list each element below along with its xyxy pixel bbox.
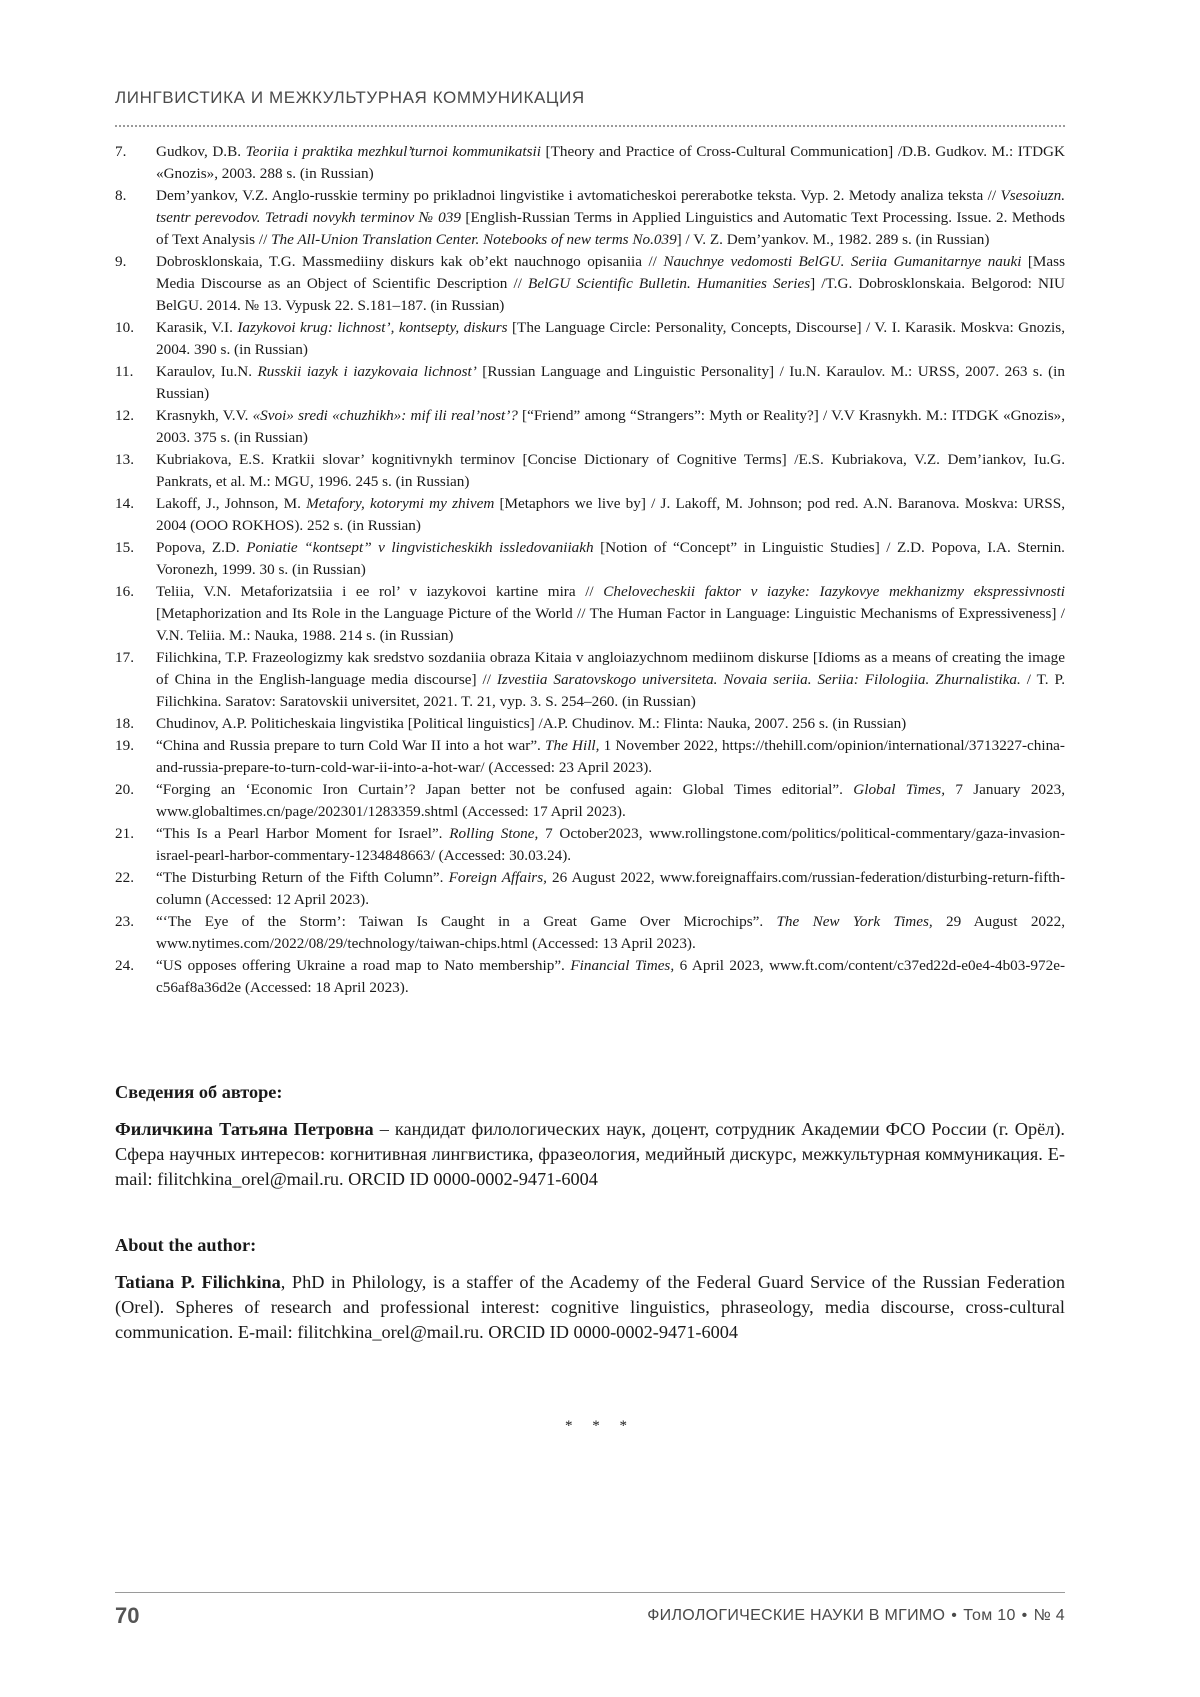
reference-item — [115, 867, 1065, 911]
reference-number: 21. — [115, 825, 134, 842]
reference-text: Karasik, V.I. — [156, 319, 238, 336]
reference-item — [115, 361, 1065, 405]
reference-text: “China and Russia prepare to turn Cold War II into a hot war”. — [156, 737, 546, 754]
reference-title: Izvestiia Saratovskogo universiteta. Novaia seriia. Seriia: Filologiia. Zhurnalistika. — [496, 671, 1021, 688]
journal-info — [647, 1607, 1065, 1625]
reference-number: 10. — [115, 319, 134, 336]
reference-number: 7. — [115, 143, 127, 160]
reference-item — [115, 955, 1065, 999]
reference-title: Russkii iazyk i iazykovaia lichnost’ — [257, 363, 477, 380]
reference-text: ] / V. Z. Dem’yankov. M., 1982. 289 s. (in Russian) — [676, 231, 990, 248]
reference-item — [115, 449, 1065, 493]
reference-text: 1 November 2022, https://thehill.com/opinion/international/3713227-china-and-russia-prepare-to-turn-cold-war-ii-into-a-hot-war/ (Accessed: 23 April 2023). — [156, 737, 1065, 776]
reference-item — [115, 647, 1065, 713]
reference-text: “Forging an ‘Economic Iron Curtain’? Japan better not be confused again: Global Times editorial”. — [156, 781, 854, 798]
reference-text: [The Language Circle: Personality, Concepts, Discourse] / V. I. Karasik. Moskva: Gnozis, 2004. 390 s. (in Russian) — [156, 319, 1065, 358]
reference-number: 17. — [115, 649, 134, 666]
author-bio-en — [115, 1270, 1065, 1345]
reference-item — [115, 141, 1065, 185]
footer-divider — [115, 1592, 1065, 1593]
author-bio-ru — [115, 1117, 1065, 1192]
reference-number: 22. — [115, 869, 134, 886]
reference-text: ] /T.G. Dobrosklonskaia. Belgorod: NIU BelGU. 2014. № 13. Vypusk 22. S.181–187. (in Russian) — [156, 275, 1065, 314]
reference-title: «Svoi» sredi «chuzhikh»: mif ili real’nost’? — [252, 407, 518, 424]
reference-text: 6 April 2023, www.ft.com/content/c37ed22d-e0e4-4b03-972e-c56af8a36d2e (Accessed: 18 April 2023). — [156, 957, 1066, 996]
reference-text: Filichkina, T.P. Frazeologizmy kak sredstvo sozdaniia obraza Kitaia v angloiazychnom mediinom diskurse [Idioms as a means of creating the image of China in the English-language media discourse] // — [156, 649, 1065, 688]
reference-title: Metafory, kotorymi my zhivem — [306, 495, 495, 512]
header-divider — [115, 125, 1065, 127]
separator-dot: • — [1021, 1607, 1028, 1624]
reference-number: 8. — [115, 187, 127, 204]
reference-item — [115, 911, 1065, 955]
reference-text: [Theory and Practice of Cross-Cultural Communication] /D.B. Gudkov. M.: ITDGK «Gnozis», 2003. 288 s. (in Russian) — [156, 143, 1065, 182]
reference-title: Teoriia i praktika mezhkul’turnoi kommunikatsii — [245, 143, 541, 160]
reference-text: Karaulov, Iu.N. — [156, 363, 258, 380]
reference-title: Rolling Stone, — [449, 825, 539, 842]
reference-number: 20. — [115, 781, 134, 798]
reference-text: [Metaphors we live by] / J. Lakoff, M. Johnson; pod red. A.N. Baranova. Moskva: URSS, 2004 (OOO ROKHOS). 252 s. (in Russian) — [156, 495, 1065, 534]
running-header: ЛИНГВИСТИКА И МЕЖКУЛЬТУРНАЯ КОММУНИКАЦИЯ — [115, 88, 585, 107]
reference-title: Chelovecheskii faktor v iazyke: Iazykovye mekhanizmy ekspressivnosti — [603, 583, 1065, 600]
reference-item — [115, 493, 1065, 537]
reference-item — [115, 405, 1065, 449]
reference-title: Nauchnye vedomosti BelGU. Seriia Gumanitarnye nauki — [663, 253, 1022, 270]
reference-text: [“Friend” among “Strangers”: Myth or Reality?] / V.V Krasnykh. M.: ITDGK «Gnozis», 2003. 375 s. (in Russian) — [156, 407, 1065, 446]
page-number: 70 — [115, 1603, 140, 1628]
reference-item — [115, 185, 1065, 251]
reference-number: 19. — [115, 737, 134, 754]
reference-text: Dem’yankov, V.Z. Anglo-russkie terminy po prikladnoi lingvistike i avtomaticheskoi pererabotke teksta. Vyp. 2. Metody analiza teksta // — [156, 187, 1001, 204]
reference-text: Kubriakova, E.S. Kratkii slovar’ kognitivnykh terminov [Concise Dictionary of Cognitive Terms] /E.S. Kubriakova, V.Z. Dem’iankov, Iu.G. Pankrats, et al. M.: MGU, 1996. 245 s. (in Russian) — [156, 451, 1065, 490]
reference-number: 9. — [115, 253, 127, 270]
reference-title: Poniatie “kontsept” v lingvisticheskikh issledovaniiakh — [246, 539, 594, 556]
reference-item — [115, 779, 1065, 823]
reference-text: “This Is a Pearl Harbor Moment for Israel”. — [156, 825, 450, 842]
author-heading-ru: Сведения об авторе: — [115, 1082, 283, 1102]
journal-title: ФИЛОЛОГИЧЕСКИЕ НАУКИ В МГИМО — [647, 1607, 946, 1624]
reference-item — [115, 823, 1065, 867]
reference-item — [115, 713, 1065, 735]
reference-title: Foreign Affairs, — [448, 869, 547, 886]
reference-text: 29 August 2022, www.nytimes.com/2022/08/29/technology/taiwan-chips.html (Accessed: 13 April 2023). — [156, 913, 1065, 952]
reference-list — [115, 141, 1065, 999]
reference-item — [115, 735, 1065, 779]
reference-number: 16. — [115, 583, 134, 600]
reference-text: [Russian Language and Linguistic Personality] / Iu.N. Karaulov. M.: URSS, 2007. 263 s. (in Russian) — [156, 363, 1065, 402]
page-footer — [115, 1603, 1065, 1631]
journal-volume: Том 10 — [963, 1607, 1016, 1624]
reference-title: The New York Times, — [776, 913, 933, 930]
reference-text: Teliia, V.N. Metaforizatsiia i ee rol’ v iazykovoi kartine mira // — [156, 583, 604, 600]
reference-text: [Notion of “Concept” in Linguistic Studies] / Z.D. Popova, I.A. Sternin. Voronezh, 1999. 30 s. (in Russian) — [156, 539, 1065, 578]
reference-title: Iazykovoi krug: lichnost’, kontsepty, diskurs — [237, 319, 508, 336]
reference-number: 15. — [115, 539, 134, 556]
reference-item — [115, 317, 1065, 361]
reference-title: The Hill, — [545, 737, 600, 754]
reference-item — [115, 537, 1065, 581]
reference-text: Lakoff, J., Johnson, M. — [156, 495, 307, 512]
reference-text: “The Disturbing Return of the Fifth Column”. — [156, 869, 449, 886]
reference-item — [115, 581, 1065, 647]
reference-text: Chudinov, A.P. Politicheskaia lingvistika [Political linguistics] /A.P. Chudinov. M.: Flinta: Nauka, 2007. 256 s. (in Russian) — [156, 715, 907, 732]
reference-title: The All-Union Translation Center. Notebooks of new terms No.039 — [271, 231, 677, 248]
reference-text: Popova, Z.D. — [156, 539, 247, 556]
reference-text: Dobrosklonskaia, T.G. Massmediiny diskurs kak ob’ekt nauchnogo opisaniia // — [156, 253, 664, 270]
reference-number: 23. — [115, 913, 134, 930]
reference-text: [English-Russian Terms in Applied Linguistics and Automatic Text Processing. Issue. 2. Methods of Text Analysis // — [156, 209, 1065, 248]
author-details-en: , PhD in Philology, is a staffer of the Academy of the Federal Guard Service of the Russian Federation (Orel). Spheres of research and professional interest: cognitive linguistics, phraseology, media discourse, cross-cultural communication. E-mail: filitchkina_orel@mail.ru. ORCID ID 0000-0002-9471-6004 — [115, 1272, 1065, 1342]
reference-number: 13. — [115, 451, 134, 468]
reference-item — [115, 251, 1065, 317]
reference-number: 11. — [115, 363, 134, 380]
reference-title: Financial Times, — [570, 957, 675, 974]
author-details-ru: – кандидат филологических наук, доцент, сотрудник Академии ФСО России (г. Орёл). Сфера научных интересов: когнитивная лингвистика, фразеология, медийный дискурс, межкультурная коммуникация. E-mail: filitchkina_orel@mail.ru. ORCID ID 0000-0002-9471-6004 — [115, 1119, 1065, 1189]
reference-number: 12. — [115, 407, 134, 424]
reference-text: 7 January 2023, www.globaltimes.cn/page/202301/1283359.shtml (Accessed: 17 April 2023). — [156, 781, 1065, 820]
reference-text: / T. P. Filichkina. Saratov: Saratovskii universitet, 2021. T. 21, vyp. 3. S. 254–260. (in Russian) — [156, 671, 1066, 710]
author-name-ru: Филичкина Татьяна Петровна — [115, 1119, 374, 1139]
reference-text: Gudkov, D.B. — [156, 143, 246, 160]
journal-issue: № 4 — [1033, 1607, 1065, 1624]
reference-title: Vsesoiuzn. tsentr perevodov. Tetradi novykh terminov № 039 — [156, 187, 1065, 226]
reference-number: 24. — [115, 957, 134, 974]
section-separator: * * * — [565, 1418, 635, 1434]
reference-text: [Metaphorization and Its Role in the Language Picture of the World // The Human Factor in Language: Linguistic Mechanisms of Expressiveness] / V.N. Teliia. M.: Nauka, 1988. 214 s. (in Russian) — [156, 605, 1065, 644]
reference-text: “‘The Eye of the Storm’: Taiwan Is Caught in a Great Game Over Microchips”. — [156, 913, 777, 930]
reference-number: 14. — [115, 495, 134, 512]
reference-text: Krasnykh, V.V. — [156, 407, 253, 424]
reference-text: “US opposes offering Ukraine a road map to Nato membership”. — [156, 957, 571, 974]
reference-title: BelGU Scientific Bulletin. Humanities Series — [528, 275, 811, 292]
reference-text: 7 October2023, www.rollingstone.com/politics/political-commentary/gaza-invasion-israel-pearl-harbor-commentary-1234848663/ (Accessed: 30.03.24). — [156, 825, 1066, 864]
reference-number: 18. — [115, 715, 134, 732]
author-name-en: Tatiana P. Filichkina — [115, 1272, 281, 1292]
reference-text: [Mass Media Discourse as an Object of Scientific Description // — [156, 253, 1065, 292]
reference-title: Global Times, — [853, 781, 946, 798]
author-heading-en: About the author: — [115, 1235, 257, 1255]
separator-dot: • — [951, 1607, 958, 1624]
reference-text: 26 August 2022, www.foreignaffairs.com/russian-federation/disturbing-return-fifth-column (Accessed: 12 April 2023). — [156, 869, 1065, 908]
